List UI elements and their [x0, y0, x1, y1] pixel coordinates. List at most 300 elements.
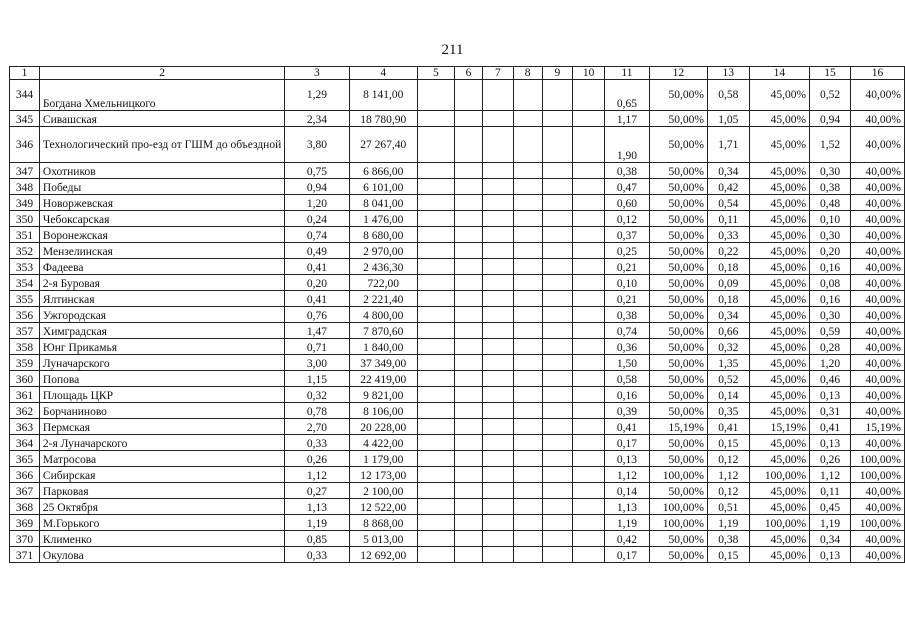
- empty-cell: [573, 227, 605, 243]
- table-row: [10, 80, 905, 111]
- column-header: 4: [349, 67, 417, 80]
- empty-cell: [483, 403, 513, 419]
- empty-cell: [454, 80, 482, 111]
- column-header: 16: [851, 67, 905, 80]
- empty-cell: [542, 531, 572, 547]
- empty-cell: [513, 259, 542, 275]
- cell-c12: 50,00%: [649, 179, 707, 195]
- cell-c16: 40,00%: [851, 227, 905, 243]
- street-name: Мензелинская: [39, 243, 284, 259]
- table-row: [10, 243, 905, 259]
- cell-c4: 12 522,00: [349, 499, 417, 515]
- row-number: 362: [10, 403, 40, 419]
- table-row: [10, 291, 905, 307]
- empty-cell: [483, 179, 513, 195]
- row-number: 350: [10, 211, 40, 227]
- cell-c11: 0,14: [605, 483, 650, 499]
- empty-cell: [573, 403, 605, 419]
- street-name: Воронежская: [39, 227, 284, 243]
- cell-c3: 0,75: [285, 163, 349, 179]
- empty-cell: [513, 467, 542, 483]
- cell-c16: 40,00%: [851, 259, 905, 275]
- cell-c11: 0,42: [605, 531, 650, 547]
- cell-c15: 0,13: [810, 387, 851, 403]
- empty-cell: [417, 111, 454, 127]
- empty-cell: [454, 515, 482, 531]
- cell-c4: 8 868,00: [349, 515, 417, 531]
- empty-cell: [483, 339, 513, 355]
- empty-cell: [573, 387, 605, 403]
- cell-c12: 50,00%: [649, 355, 707, 371]
- empty-cell: [483, 467, 513, 483]
- cell-c12: 50,00%: [649, 227, 707, 243]
- cell-c13: 0,18: [707, 259, 749, 275]
- cell-c15: 1,52: [810, 127, 851, 163]
- street-name: Химградская: [39, 323, 284, 339]
- cell-c4: 37 349,00: [349, 355, 417, 371]
- row-number: 355: [10, 291, 40, 307]
- cell-c4: 2 221,40: [349, 291, 417, 307]
- empty-cell: [513, 451, 542, 467]
- cell-c13: 0,14: [707, 387, 749, 403]
- header-row: [10, 67, 905, 80]
- row-number: 359: [10, 355, 40, 371]
- cell-c11: 0,10: [605, 275, 650, 291]
- column-header: 9: [542, 67, 572, 80]
- cell-c12: 50,00%: [649, 547, 707, 563]
- cell-c15: 0,16: [810, 291, 851, 307]
- cell-c4: 6 101,00: [349, 179, 417, 195]
- empty-cell: [542, 515, 572, 531]
- empty-cell: [513, 243, 542, 259]
- table-row: [10, 499, 905, 515]
- cell-c15: 0,34: [810, 531, 851, 547]
- empty-cell: [417, 483, 454, 499]
- cell-c16: 40,00%: [851, 307, 905, 323]
- empty-cell: [513, 515, 542, 531]
- cell-c16: 100,00%: [851, 467, 905, 483]
- cell-c3: 0,49: [285, 243, 349, 259]
- table-row: [10, 371, 905, 387]
- row-number: 358: [10, 339, 40, 355]
- data-table: [9, 66, 905, 563]
- empty-cell: [542, 211, 572, 227]
- street-name: Сибирская: [39, 467, 284, 483]
- empty-cell: [454, 291, 482, 307]
- empty-cell: [417, 451, 454, 467]
- cell-c4: 8 106,00: [349, 403, 417, 419]
- cell-c12: 50,00%: [649, 111, 707, 127]
- empty-cell: [573, 243, 605, 259]
- empty-cell: [417, 499, 454, 515]
- row-number: 354: [10, 275, 40, 291]
- cell-c16: 40,00%: [851, 195, 905, 211]
- street-name: Пермская: [39, 419, 284, 435]
- cell-c13: 0,22: [707, 243, 749, 259]
- cell-c12: 50,00%: [649, 291, 707, 307]
- cell-c4: 4 800,00: [349, 307, 417, 323]
- empty-cell: [542, 111, 572, 127]
- empty-cell: [454, 259, 482, 275]
- table-row: [10, 387, 905, 403]
- empty-cell: [542, 307, 572, 323]
- cell-c13: 0,12: [707, 451, 749, 467]
- cell-c12: 50,00%: [649, 195, 707, 211]
- empty-cell: [483, 227, 513, 243]
- cell-c11: 0,60: [605, 195, 650, 211]
- cell-c15: 1,19: [810, 515, 851, 531]
- empty-cell: [454, 179, 482, 195]
- empty-cell: [513, 531, 542, 547]
- cell-c16: 40,00%: [851, 275, 905, 291]
- cell-c3: 2,34: [285, 111, 349, 127]
- empty-cell: [417, 211, 454, 227]
- street-name: Новоржевская: [39, 195, 284, 211]
- empty-cell: [454, 111, 482, 127]
- empty-cell: [573, 547, 605, 563]
- empty-cell: [513, 419, 542, 435]
- empty-cell: [513, 127, 542, 163]
- empty-cell: [417, 163, 454, 179]
- row-number: 344: [10, 80, 40, 111]
- cell-c3: 0,78: [285, 403, 349, 419]
- cell-c3: 0,33: [285, 435, 349, 451]
- cell-c3: 3,00: [285, 355, 349, 371]
- cell-c16: 40,00%: [851, 403, 905, 419]
- empty-cell: [454, 339, 482, 355]
- empty-cell: [542, 195, 572, 211]
- row-number: 348: [10, 179, 40, 195]
- cell-c3: 1,12: [285, 467, 349, 483]
- cell-c4: 4 422,00: [349, 435, 417, 451]
- cell-c13: 1,71: [707, 127, 749, 163]
- cell-c13: 0,58: [707, 80, 749, 111]
- table-row: [10, 531, 905, 547]
- cell-c11: 0,16: [605, 387, 650, 403]
- empty-cell: [483, 435, 513, 451]
- empty-cell: [417, 547, 454, 563]
- empty-cell: [573, 80, 605, 111]
- column-header: 7: [483, 67, 513, 80]
- cell-c11: 0,25: [605, 243, 650, 259]
- street-name: Богдана Хмельницкого: [39, 80, 284, 111]
- street-name: Попова: [39, 371, 284, 387]
- cell-c14: 45,00%: [749, 275, 809, 291]
- cell-c15: 0,59: [810, 323, 851, 339]
- empty-cell: [417, 243, 454, 259]
- cell-c12: 100,00%: [649, 515, 707, 531]
- empty-cell: [542, 499, 572, 515]
- cell-c4: 12 173,00: [349, 467, 417, 483]
- empty-cell: [483, 531, 513, 547]
- table-row: [10, 259, 905, 275]
- empty-cell: [417, 307, 454, 323]
- table-row: [10, 483, 905, 499]
- cell-c3: 0,33: [285, 547, 349, 563]
- empty-cell: [417, 355, 454, 371]
- cell-c11: 1,50: [605, 355, 650, 371]
- column-header: 5: [417, 67, 454, 80]
- empty-cell: [573, 467, 605, 483]
- empty-cell: [542, 323, 572, 339]
- cell-c15: 0,16: [810, 259, 851, 275]
- street-name: Площадь ЦКР: [39, 387, 284, 403]
- empty-cell: [454, 127, 482, 163]
- cell-c16: 15,19%: [851, 419, 905, 435]
- cell-c16: 40,00%: [851, 387, 905, 403]
- cell-c3: 0,71: [285, 339, 349, 355]
- row-number: 364: [10, 435, 40, 451]
- column-header: 14: [749, 67, 809, 80]
- street-name: Чебоксарская: [39, 211, 284, 227]
- column-header: 6: [454, 67, 482, 80]
- cell-c15: 0,31: [810, 403, 851, 419]
- empty-cell: [417, 275, 454, 291]
- cell-c14: 100,00%: [749, 467, 809, 483]
- empty-cell: [542, 339, 572, 355]
- empty-cell: [542, 259, 572, 275]
- cell-c14: 45,00%: [749, 259, 809, 275]
- column-header: 15: [810, 67, 851, 80]
- cell-c14: 45,00%: [749, 127, 809, 163]
- cell-c12: 50,00%: [649, 387, 707, 403]
- empty-cell: [573, 419, 605, 435]
- cell-c15: 0,45: [810, 499, 851, 515]
- empty-cell: [454, 371, 482, 387]
- cell-c3: 0,20: [285, 275, 349, 291]
- cell-c3: 0,26: [285, 451, 349, 467]
- column-header: 3: [285, 67, 349, 80]
- cell-c12: 50,00%: [649, 275, 707, 291]
- empty-cell: [483, 111, 513, 127]
- street-name: Сивашская: [39, 111, 284, 127]
- empty-cell: [542, 80, 572, 111]
- cell-c12: 50,00%: [649, 259, 707, 275]
- empty-cell: [513, 547, 542, 563]
- cell-c12: 50,00%: [649, 127, 707, 163]
- empty-cell: [573, 195, 605, 211]
- cell-c12: 50,00%: [649, 531, 707, 547]
- empty-cell: [483, 291, 513, 307]
- cell-c16: 40,00%: [851, 211, 905, 227]
- cell-c15: 0,30: [810, 227, 851, 243]
- cell-c12: 15,19%: [649, 419, 707, 435]
- street-name: 2-я Буровая: [39, 275, 284, 291]
- cell-c11: 0,12: [605, 211, 650, 227]
- empty-cell: [573, 323, 605, 339]
- empty-cell: [454, 355, 482, 371]
- cell-c12: 50,00%: [649, 307, 707, 323]
- cell-c15: 0,13: [810, 547, 851, 563]
- column-header: 13: [707, 67, 749, 80]
- cell-c14: 45,00%: [749, 403, 809, 419]
- cell-c16: 40,00%: [851, 163, 905, 179]
- cell-c3: 1,19: [285, 515, 349, 531]
- empty-cell: [454, 419, 482, 435]
- empty-cell: [513, 179, 542, 195]
- cell-c11: 0,47: [605, 179, 650, 195]
- empty-cell: [483, 80, 513, 111]
- empty-cell: [573, 179, 605, 195]
- cell-c15: 0,20: [810, 243, 851, 259]
- empty-cell: [573, 531, 605, 547]
- empty-cell: [483, 243, 513, 259]
- empty-cell: [542, 243, 572, 259]
- empty-cell: [454, 211, 482, 227]
- cell-c4: 8 680,00: [349, 227, 417, 243]
- cell-c14: 45,00%: [749, 80, 809, 111]
- empty-cell: [417, 387, 454, 403]
- table-row: [10, 339, 905, 355]
- cell-c14: 45,00%: [749, 355, 809, 371]
- cell-c13: 0,66: [707, 323, 749, 339]
- empty-cell: [483, 323, 513, 339]
- cell-c3: 1,20: [285, 195, 349, 211]
- empty-cell: [573, 291, 605, 307]
- empty-cell: [513, 387, 542, 403]
- cell-c4: 5 013,00: [349, 531, 417, 547]
- cell-c15: 0,46: [810, 371, 851, 387]
- empty-cell: [417, 127, 454, 163]
- empty-cell: [542, 403, 572, 419]
- cell-c13: 1,35: [707, 355, 749, 371]
- table-row: [10, 179, 905, 195]
- cell-c14: 45,00%: [749, 499, 809, 515]
- cell-c15: 1,20: [810, 355, 851, 371]
- cell-c13: 0,11: [707, 211, 749, 227]
- cell-c15: 0,08: [810, 275, 851, 291]
- empty-cell: [417, 179, 454, 195]
- cell-c3: 0,32: [285, 387, 349, 403]
- cell-c14: 45,00%: [749, 531, 809, 547]
- empty-cell: [417, 80, 454, 111]
- empty-cell: [483, 515, 513, 531]
- cell-c13: 0,32: [707, 339, 749, 355]
- cell-c13: 1,12: [707, 467, 749, 483]
- empty-cell: [573, 127, 605, 163]
- cell-c14: 45,00%: [749, 339, 809, 355]
- empty-cell: [542, 435, 572, 451]
- empty-cell: [483, 419, 513, 435]
- cell-c15: 0,28: [810, 339, 851, 355]
- cell-c12: 50,00%: [649, 403, 707, 419]
- empty-cell: [542, 355, 572, 371]
- cell-c16: 40,00%: [851, 547, 905, 563]
- cell-c16: 40,00%: [851, 483, 905, 499]
- street-name: Фадеева: [39, 259, 284, 275]
- cell-c11: 0,39: [605, 403, 650, 419]
- cell-c14: 45,00%: [749, 163, 809, 179]
- cell-c12: 50,00%: [649, 211, 707, 227]
- empty-cell: [417, 291, 454, 307]
- cell-c15: 0,52: [810, 80, 851, 111]
- empty-cell: [542, 547, 572, 563]
- cell-c12: 50,00%: [649, 323, 707, 339]
- empty-cell: [454, 483, 482, 499]
- cell-c4: 8 041,00: [349, 195, 417, 211]
- table-row: [10, 127, 905, 163]
- cell-c11: 0,65: [605, 80, 650, 111]
- cell-c11: 0,38: [605, 307, 650, 323]
- empty-cell: [513, 111, 542, 127]
- row-number: 369: [10, 515, 40, 531]
- cell-c4: 12 692,00: [349, 547, 417, 563]
- empty-cell: [483, 451, 513, 467]
- empty-cell: [417, 259, 454, 275]
- empty-cell: [483, 307, 513, 323]
- row-number: 357: [10, 323, 40, 339]
- empty-cell: [513, 355, 542, 371]
- empty-cell: [483, 275, 513, 291]
- row-number: 345: [10, 111, 40, 127]
- street-name: Окулова: [39, 547, 284, 563]
- cell-c13: 0,15: [707, 547, 749, 563]
- row-number: 352: [10, 243, 40, 259]
- row-number: 351: [10, 227, 40, 243]
- street-name: Матросова: [39, 451, 284, 467]
- empty-cell: [513, 227, 542, 243]
- cell-c11: 1,12: [605, 467, 650, 483]
- table-row: [10, 435, 905, 451]
- cell-c12: 50,00%: [649, 339, 707, 355]
- cell-c11: 0,38: [605, 163, 650, 179]
- table-body: [10, 80, 905, 563]
- cell-c14: 45,00%: [749, 451, 809, 467]
- empty-cell: [417, 419, 454, 435]
- empty-cell: [573, 499, 605, 515]
- empty-cell: [483, 547, 513, 563]
- empty-cell: [573, 211, 605, 227]
- cell-c14: 15,19%: [749, 419, 809, 435]
- cell-c4: 2 100,00: [349, 483, 417, 499]
- empty-cell: [483, 483, 513, 499]
- page-number: 211: [441, 42, 464, 58]
- cell-c12: 50,00%: [649, 163, 707, 179]
- empty-cell: [483, 387, 513, 403]
- empty-cell: [513, 499, 542, 515]
- cell-c3: 1,13: [285, 499, 349, 515]
- row-number: 349: [10, 195, 40, 211]
- cell-c15: 0,11: [810, 483, 851, 499]
- empty-cell: [573, 307, 605, 323]
- cell-c13: 0,54: [707, 195, 749, 211]
- street-name: Луначарского: [39, 355, 284, 371]
- cell-c14: 45,00%: [749, 387, 809, 403]
- cell-c3: 0,94: [285, 179, 349, 195]
- cell-c11: 0,17: [605, 435, 650, 451]
- cell-c12: 50,00%: [649, 451, 707, 467]
- empty-cell: [417, 339, 454, 355]
- cell-c11: 0,21: [605, 259, 650, 275]
- cell-c16: 100,00%: [851, 451, 905, 467]
- cell-c12: 50,00%: [649, 371, 707, 387]
- cell-c4: 27 267,40: [349, 127, 417, 163]
- empty-cell: [417, 531, 454, 547]
- column-header: 12: [649, 67, 707, 80]
- cell-c4: 18 780,90: [349, 111, 417, 127]
- empty-cell: [483, 163, 513, 179]
- street-name: М.Горького: [39, 515, 284, 531]
- cell-c15: 0,10: [810, 211, 851, 227]
- cell-c11: 0,13: [605, 451, 650, 467]
- street-name: Ужгородская: [39, 307, 284, 323]
- empty-cell: [513, 163, 542, 179]
- empty-cell: [513, 339, 542, 355]
- row-number: 363: [10, 419, 40, 435]
- empty-cell: [513, 80, 542, 111]
- table-row: [10, 323, 905, 339]
- street-name: Клименко: [39, 531, 284, 547]
